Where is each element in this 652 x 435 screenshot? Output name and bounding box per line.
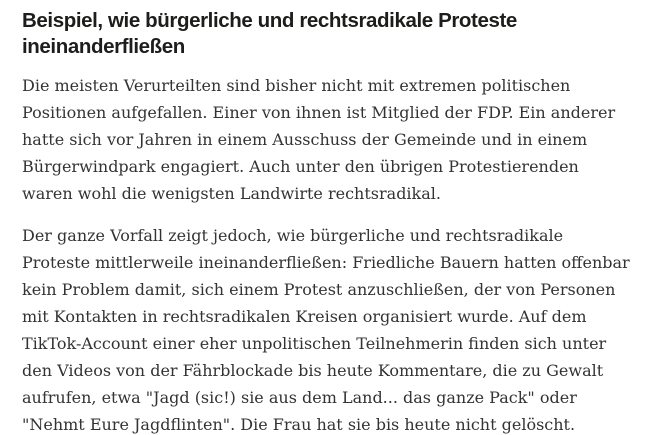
article-paragraph-2: Der ganze Vorfall zeigt jedoch, wie bürgerliche und rechtsradikale Proteste mittlerweile ineinanderfließen: Friedliche Bauern hatten offenbar kein Problem damit, sich einem Protest anzuschließen, der von Personen mit Kontakten in rechtsradikalen Kreisen organisiert wurde. Auf dem TikTok-Account einer eher unpolitischen Teilnehmerin finden sich unter den Videos von der Fährblockade bis heute Kommentare, die zu Gewalt aufrufen, etwa "Jagd (sic!) sie aus dem Land... das ganze Pack" oder "Nehmt Eure Jagdflinten". Die Frau hat sie bis heute nicht gelöscht. bbox=[22, 226, 630, 434]
article-paragraph-1: Die meisten Verurteilten sind bisher nicht mit extremen politischen Positionen aufgefallen. Einer von ihnen ist Mitglied der FDP. Ein anderer hatte sich vor Jahren in einem Ausschuss der Gemeinde und in einem Bürgerwindpark engagiert. Auch unter den übrigen Protestierenden waren wohl die wenigsten Landwirte rechtsradikal. bbox=[22, 76, 616, 203]
article-subheading: Beispiel, wie bürgerliche und rechtsradikale Proteste ineinanderfließen bbox=[22, 9, 517, 58]
